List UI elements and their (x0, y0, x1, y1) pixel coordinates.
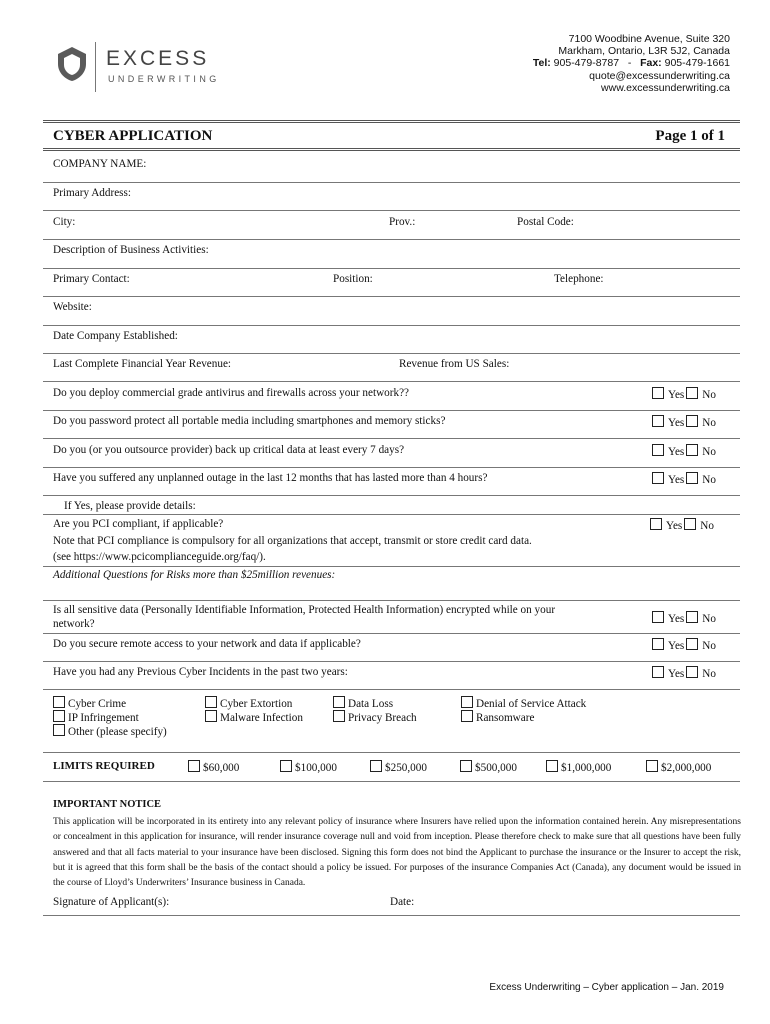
logo-subtitle: UNDERWRITING (108, 74, 220, 84)
logo-divider (95, 42, 96, 92)
tel-label: Tel: (532, 57, 551, 70)
page-number: Page 1 of 1 (655, 128, 725, 144)
checkbox[interactable] (53, 710, 65, 722)
outage-details-line[interactable] (43, 514, 740, 515)
postal-code-label: Postal Code: (517, 216, 574, 228)
position-label: Position: (333, 273, 373, 285)
title-top-rule (43, 120, 740, 123)
question-divider (43, 566, 740, 567)
pci-link[interactable]: (see https://www.pcicomplianceguide.org/faq/). (53, 551, 266, 563)
incident-cyber-crime[interactable] (53, 696, 126, 710)
no-checkbox[interactable] (686, 472, 698, 484)
question-password-protect: Do you password protect all portable media including smartphones and memory sticks? (53, 415, 446, 427)
question-remote-access: Do you secure remote access to your network and data if applicable? (53, 638, 361, 650)
outage-details-label: If Yes, please provide details: (64, 500, 196, 512)
city-label: City: (53, 216, 76, 228)
yes-checkbox[interactable] (652, 472, 664, 484)
date-label: Date: (390, 896, 415, 908)
revenue-label: Last Complete Financial Year Revenue: (53, 358, 232, 370)
incident-malware-label: Malware Infection (220, 712, 303, 724)
incident-ip-infringement[interactable] (53, 710, 139, 724)
incident-cyber-crime-label: Cyber Crime (68, 698, 127, 710)
incident-dos-label: Denial of Service Attack (476, 698, 587, 710)
phone-fax-line (533, 57, 730, 69)
checkbox[interactable] (370, 760, 382, 772)
incident-cyber-extortion[interactable] (205, 696, 292, 710)
question-pci: Are you PCI compliant, if applicable? (53, 518, 224, 530)
logo-name: EXCESS (106, 47, 210, 70)
question-antivirus: Do you deploy commercial grade antivirus and firewalls across your network?? (53, 387, 410, 399)
yes-no-outage (652, 472, 716, 486)
question-divider (43, 438, 740, 439)
yes-label: Yes (668, 640, 685, 652)
website-line[interactable] (43, 325, 740, 326)
date-established-label: Date Company Established: (53, 330, 178, 342)
company-name-line[interactable] (43, 182, 740, 183)
fax-value: 905-479-1661 (664, 57, 730, 70)
limit-60k[interactable] (188, 760, 239, 774)
city-line[interactable] (43, 239, 740, 240)
incident-extortion-label: Cyber Extortion (220, 698, 293, 710)
question-encryption: Is all sensitive data (Personally Identifiable Information, Protected Health Information) encrypted while on your (53, 604, 556, 616)
yes-label: Yes (668, 474, 685, 486)
checkbox[interactable] (280, 760, 292, 772)
limit-250k[interactable] (370, 760, 427, 774)
limit-1m[interactable] (546, 760, 611, 774)
no-label: No (702, 389, 716, 401)
no-checkbox[interactable] (686, 611, 698, 623)
notice-heading: IMPORTANT NOTICE (53, 799, 162, 810)
no-label: No (702, 474, 716, 486)
checkbox[interactable] (53, 696, 65, 708)
limit-500k-label: $500,000 (475, 762, 517, 774)
limit-2m-label: $2,000,000 (661, 762, 712, 774)
yes-no-remote-access (652, 638, 716, 652)
question-outage: Have you suffered any unplanned outage in the last 12 months that has lasted more than 4 hours? (53, 472, 488, 484)
incident-privacy-label: Privacy Breach (348, 712, 417, 724)
incident-ransomware-label: Ransomware (476, 712, 535, 724)
no-label: No (702, 446, 716, 458)
yes-checkbox[interactable] (652, 611, 664, 623)
business-description-line[interactable] (43, 268, 740, 269)
question-divider (43, 633, 740, 634)
limit-100k-label: $100,000 (295, 762, 337, 774)
checkbox[interactable] (188, 760, 200, 772)
primary-contact-label: Primary Contact: (53, 273, 130, 285)
no-checkbox[interactable] (686, 666, 698, 678)
limit-250k-label: $250,000 (385, 762, 427, 774)
question-divider (43, 410, 740, 411)
revenue-us-label: Revenue from US Sales: (399, 358, 510, 370)
question-previous-incidents: Have you had any Previous Cyber Incidents in the past two years: (53, 666, 348, 678)
incident-data-loss-label: Data Loss (348, 698, 394, 710)
question-divider (43, 600, 740, 601)
yes-checkbox[interactable] (650, 518, 662, 530)
limit-2m[interactable] (646, 760, 711, 774)
business-description-label: Description of Business Activities: (53, 244, 209, 256)
shield-logo-icon (56, 46, 88, 82)
yes-checkbox[interactable] (652, 387, 664, 399)
additional-questions-heading: Additional Questions for Risks more than $25million revenues: (53, 569, 336, 581)
limit-1m-label: $1,000,000 (561, 762, 612, 774)
email-link[interactable]: quote@excessunderwriting.ca (589, 69, 730, 82)
yes-no-backup (652, 444, 716, 458)
yes-no-previous-incidents (652, 666, 716, 680)
yes-label: Yes (668, 446, 685, 458)
website-label: Website: (53, 301, 92, 313)
primary-address-line[interactable] (43, 210, 740, 211)
address-line-1: 7100 Woodbine Avenue, Suite 320 (568, 33, 730, 45)
question-encryption-cont: network? (53, 618, 95, 630)
limit-60k-label: $60,000 (203, 762, 240, 774)
checkbox[interactable] (333, 710, 345, 722)
revenue-line[interactable] (43, 381, 740, 382)
incident-dos[interactable] (461, 696, 586, 710)
checkbox[interactable] (461, 696, 473, 708)
yes-no-encryption (652, 611, 716, 625)
yes-no-pci (650, 518, 714, 532)
yes-label: Yes (668, 417, 685, 429)
no-checkbox[interactable] (686, 387, 698, 399)
no-checkbox[interactable] (684, 518, 696, 530)
yes-checkbox[interactable] (652, 638, 664, 650)
company-name-label: COMPANY NAME: (53, 158, 147, 170)
prov-label: Prov.: (389, 216, 416, 228)
website-link[interactable]: www.excessunderwriting.ca (601, 81, 730, 94)
section-divider (43, 781, 740, 782)
title-bottom-rule (43, 148, 740, 151)
checkbox[interactable] (460, 760, 472, 772)
incident-ransomware[interactable] (461, 710, 534, 724)
yes-label: Yes (668, 668, 685, 680)
incident-ip-label: IP Infringement (68, 712, 139, 724)
no-label: No (700, 520, 714, 532)
tel-value: 905-479-8787 (553, 57, 620, 70)
yes-checkbox[interactable] (652, 666, 664, 678)
checkbox[interactable] (53, 724, 65, 736)
primary-contact-line[interactable] (43, 296, 740, 297)
yes-no-password-protect (652, 415, 716, 429)
question-divider (43, 661, 740, 662)
incident-other-label: Other (please specify) (68, 726, 167, 738)
checkbox[interactable] (546, 760, 558, 772)
limits-required-label: LIMITS REQUIRED (53, 760, 155, 772)
checkbox[interactable] (646, 760, 658, 772)
no-label: No (702, 613, 716, 625)
telephone-label: Telephone: (554, 273, 604, 285)
date-established-line[interactable] (43, 353, 740, 354)
address-line-2: Markham, Ontario, L3R 5J2, Canada (558, 45, 730, 58)
yes-checkbox[interactable] (652, 415, 664, 427)
limit-100k[interactable] (280, 760, 337, 774)
no-checkbox[interactable] (686, 444, 698, 456)
checkbox[interactable] (461, 710, 473, 722)
yes-label: Yes (666, 520, 683, 532)
notice-body: This application will be incorporated in its entirety into any relevant policy of insurance where Insurers have relied upon the information contained herein. Any misrepresentations or concealment in this application for insurance, will render insurance coverage null and void from inception. Please therefore check to make sure that all questions have been fully answered and that all facts material to your insurance have been disclosed. Signing this form does not bind the Applicant to purchase the insurance or the Insurer to accept the risk, but it is agreed that this form shall be the basis of the contact should a policy be issued. For purposes of the insurance Companies Act (Canada), any document would be issued in the course of Lloyd’s Underwriters’ Insurance business in Canada. (53, 817, 741, 889)
no-label: No (702, 640, 716, 652)
signature-label: Signature of Applicant(s): (53, 896, 170, 908)
checkbox[interactable] (205, 710, 217, 722)
yes-no-antivirus (652, 387, 716, 401)
incident-privacy-breach[interactable] (333, 710, 417, 724)
checkbox[interactable] (333, 696, 345, 708)
no-label: No (702, 668, 716, 680)
company-contact-block (533, 33, 730, 94)
incident-data-loss[interactable] (333, 696, 393, 710)
incident-malware[interactable] (205, 710, 303, 724)
no-checkbox[interactable] (686, 415, 698, 427)
checkbox[interactable] (205, 696, 217, 708)
question-backup: Do you (or you outsource provider) back up critical data at least every 7 days? (53, 444, 405, 456)
incident-other[interactable] (53, 724, 167, 738)
primary-address-label: Primary Address: (53, 187, 131, 199)
no-checkbox[interactable] (686, 638, 698, 650)
no-label: No (702, 417, 716, 429)
question-divider (43, 495, 740, 496)
yes-checkbox[interactable] (652, 444, 664, 456)
fax-label: Fax: (640, 57, 662, 70)
page-title: CYBER APPLICATION (53, 128, 213, 144)
signature-line[interactable] (43, 915, 740, 916)
limit-500k[interactable] (460, 760, 517, 774)
yes-label: Yes (668, 613, 685, 625)
pci-note: Note that PCI compliance is compulsory for all organizations that accept, transmit or store credit card data. (53, 535, 532, 547)
page-footer: Excess Underwriting – Cyber application – Jan. 2019 (489, 982, 724, 993)
phone-fax-separator: - (627, 57, 632, 70)
yes-label: Yes (668, 389, 685, 401)
section-divider (43, 752, 740, 753)
question-divider (43, 467, 740, 468)
question-divider (43, 689, 740, 690)
